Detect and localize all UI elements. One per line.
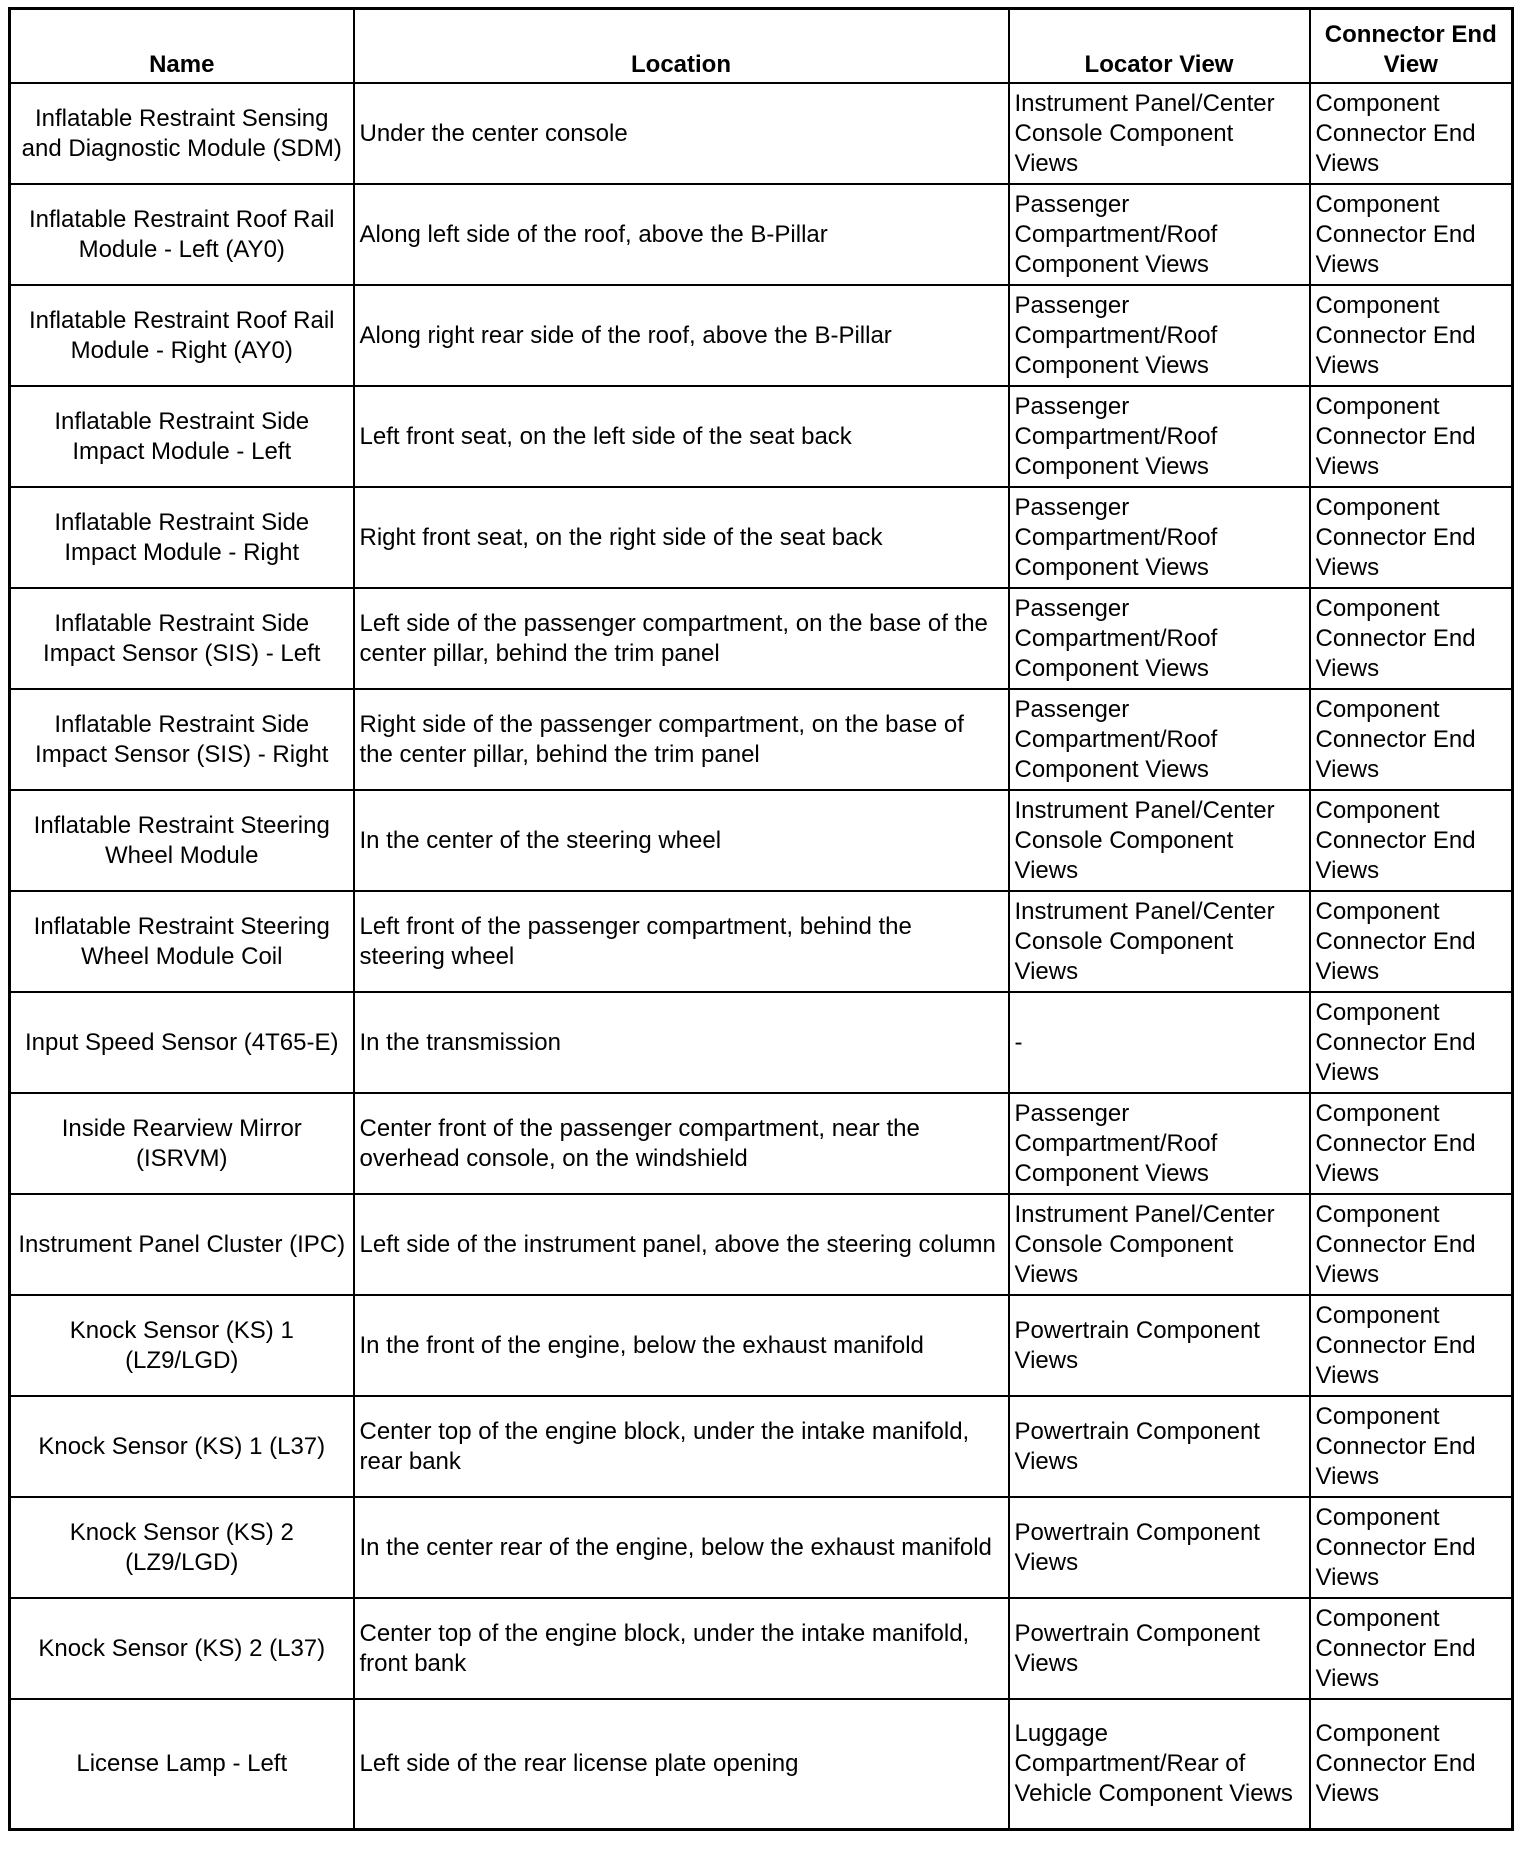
cell-connector-end-view: Component Connector End Views bbox=[1310, 285, 1513, 386]
cell-locator-view: Passenger Compartment/Roof Component Views bbox=[1009, 689, 1310, 790]
cell-name: Inflatable Restraint Steering Wheel Module bbox=[10, 790, 354, 891]
cell-name: Inflatable Restraint Roof Rail Module - Right (AY0) bbox=[10, 285, 354, 386]
table-row bbox=[10, 1093, 1513, 1194]
cell-name: Inflatable Restraint Side Impact Sensor (SIS) - Left bbox=[10, 588, 354, 689]
table-row bbox=[10, 1194, 1513, 1295]
cell-locator-view: Passenger Compartment/Roof Component Views bbox=[1009, 285, 1310, 386]
cell-locator-view: Powertrain Component Views bbox=[1009, 1295, 1310, 1396]
cell-connector-end-view: Component Connector End Views bbox=[1310, 487, 1513, 588]
table-row bbox=[10, 1295, 1513, 1396]
cell-locator-view: Luggage Compartment/Rear of Vehicle Component Views bbox=[1009, 1699, 1310, 1830]
cell-locator-view: Passenger Compartment/Roof Component Views bbox=[1009, 1093, 1310, 1194]
cell-location: Under the center console bbox=[354, 83, 1009, 184]
cell-location: In the center rear of the engine, below the exhaust manifold bbox=[354, 1497, 1009, 1598]
cell-location: In the front of the engine, below the exhaust manifold bbox=[354, 1295, 1009, 1396]
cell-name: Instrument Panel Cluster (IPC) bbox=[10, 1194, 354, 1295]
cell-name: Knock Sensor (KS) 1 (LZ9/LGD) bbox=[10, 1295, 354, 1396]
cell-connector-end-view: Component Connector End Views bbox=[1310, 184, 1513, 285]
cell-locator-view: Powertrain Component Views bbox=[1009, 1497, 1310, 1598]
cell-connector-end-view: Component Connector End Views bbox=[1310, 83, 1513, 184]
cell-connector-end-view: Component Connector End Views bbox=[1310, 891, 1513, 992]
cell-location: Right front seat, on the right side of the seat back bbox=[354, 487, 1009, 588]
table-row bbox=[10, 689, 1513, 790]
cell-locator-view: Instrument Panel/Center Console Component Views bbox=[1009, 790, 1310, 891]
cell-locator-view: Instrument Panel/Center Console Component Views bbox=[1009, 83, 1310, 184]
table-row bbox=[10, 285, 1513, 386]
cell-locator-view: Passenger Compartment/Roof Component Views bbox=[1009, 184, 1310, 285]
header-locator-view: Locator View bbox=[1009, 9, 1310, 84]
table-row bbox=[10, 588, 1513, 689]
table-row bbox=[10, 1497, 1513, 1598]
cell-locator-view: Passenger Compartment/Roof Component Views bbox=[1009, 588, 1310, 689]
cell-connector-end-view: Component Connector End Views bbox=[1310, 1598, 1513, 1699]
header-name: Name bbox=[10, 9, 354, 84]
cell-connector-end-view: Component Connector End Views bbox=[1310, 1093, 1513, 1194]
component-location-table bbox=[8, 7, 1514, 1831]
cell-location: In the transmission bbox=[354, 992, 1009, 1093]
table-row bbox=[10, 1396, 1513, 1497]
cell-location: Left side of the rear license plate opening bbox=[354, 1699, 1009, 1830]
table-row bbox=[10, 1598, 1513, 1699]
cell-name: Knock Sensor (KS) 2 (L37) bbox=[10, 1598, 354, 1699]
table-body bbox=[10, 83, 1513, 1830]
cell-name: Knock Sensor (KS) 1 (L37) bbox=[10, 1396, 354, 1497]
cell-connector-end-view: Component Connector End Views bbox=[1310, 1699, 1513, 1830]
table-row bbox=[10, 386, 1513, 487]
table-row bbox=[10, 83, 1513, 184]
cell-location: Left side of the passenger compartment, on the base of the center pillar, behind the trim panel bbox=[354, 588, 1009, 689]
cell-connector-end-view: Component Connector End Views bbox=[1310, 588, 1513, 689]
cell-location: Left front of the passenger compartment, behind the steering wheel bbox=[354, 891, 1009, 992]
cell-locator-view: Passenger Compartment/Roof Component Views bbox=[1009, 487, 1310, 588]
cell-name: Inflatable Restraint Steering Wheel Module Coil bbox=[10, 891, 354, 992]
cell-name: Inside Rearview Mirror (ISRVM) bbox=[10, 1093, 354, 1194]
cell-location: Left side of the instrument panel, above the steering column bbox=[354, 1194, 1009, 1295]
cell-locator-view: Passenger Compartment/Roof Component Views bbox=[1009, 386, 1310, 487]
cell-name: Inflatable Restraint Side Impact Module - Right bbox=[10, 487, 354, 588]
header-row bbox=[10, 9, 1513, 84]
cell-location: Along right rear side of the roof, above the B-Pillar bbox=[354, 285, 1009, 386]
cell-locator-view: Powertrain Component Views bbox=[1009, 1396, 1310, 1497]
header-connector-end-view: Connector End View bbox=[1310, 9, 1513, 84]
cell-location: Center front of the passenger compartment, near the overhead console, on the windshield bbox=[354, 1093, 1009, 1194]
table-row bbox=[10, 184, 1513, 285]
cell-location: Along left side of the roof, above the B-Pillar bbox=[354, 184, 1009, 285]
cell-name: License Lamp - Left bbox=[10, 1699, 354, 1830]
header-location: Location bbox=[354, 9, 1009, 84]
cell-locator-view: Instrument Panel/Center Console Component Views bbox=[1009, 1194, 1310, 1295]
cell-locator-view: Powertrain Component Views bbox=[1009, 1598, 1310, 1699]
cell-name: Inflatable Restraint Roof Rail Module - Left (AY0) bbox=[10, 184, 354, 285]
cell-location: Center top of the engine block, under the intake manifold, rear bank bbox=[354, 1396, 1009, 1497]
cell-location: In the center of the steering wheel bbox=[354, 790, 1009, 891]
table-row bbox=[10, 790, 1513, 891]
cell-connector-end-view: Component Connector End Views bbox=[1310, 1396, 1513, 1497]
cell-connector-end-view: Component Connector End Views bbox=[1310, 1497, 1513, 1598]
cell-locator-view: Instrument Panel/Center Console Component Views bbox=[1009, 891, 1310, 992]
table-row bbox=[10, 992, 1513, 1093]
table-row bbox=[10, 1699, 1513, 1830]
cell-connector-end-view: Component Connector End Views bbox=[1310, 790, 1513, 891]
cell-name: Inflatable Restraint Side Impact Sensor (SIS) - Right bbox=[10, 689, 354, 790]
cell-location: Right side of the passenger compartment, on the base of the center pillar, behind the trim panel bbox=[354, 689, 1009, 790]
cell-connector-end-view: Component Connector End Views bbox=[1310, 689, 1513, 790]
cell-name: Input Speed Sensor (4T65-E) bbox=[10, 992, 354, 1093]
cell-connector-end-view: Component Connector End Views bbox=[1310, 992, 1513, 1093]
cell-name: Inflatable Restraint Sensing and Diagnostic Module (SDM) bbox=[10, 83, 354, 184]
cell-name: Inflatable Restraint Side Impact Module - Left bbox=[10, 386, 354, 487]
table-row bbox=[10, 891, 1513, 992]
cell-name: Knock Sensor (KS) 2 (LZ9/LGD) bbox=[10, 1497, 354, 1598]
table-row bbox=[10, 487, 1513, 588]
cell-location: Left front seat, on the left side of the seat back bbox=[354, 386, 1009, 487]
cell-connector-end-view: Component Connector End Views bbox=[1310, 1295, 1513, 1396]
cell-location: Center top of the engine block, under the intake manifold, front bank bbox=[354, 1598, 1009, 1699]
cell-connector-end-view: Component Connector End Views bbox=[1310, 1194, 1513, 1295]
cell-locator-view: - bbox=[1009, 992, 1310, 1093]
cell-connector-end-view: Component Connector End Views bbox=[1310, 386, 1513, 487]
